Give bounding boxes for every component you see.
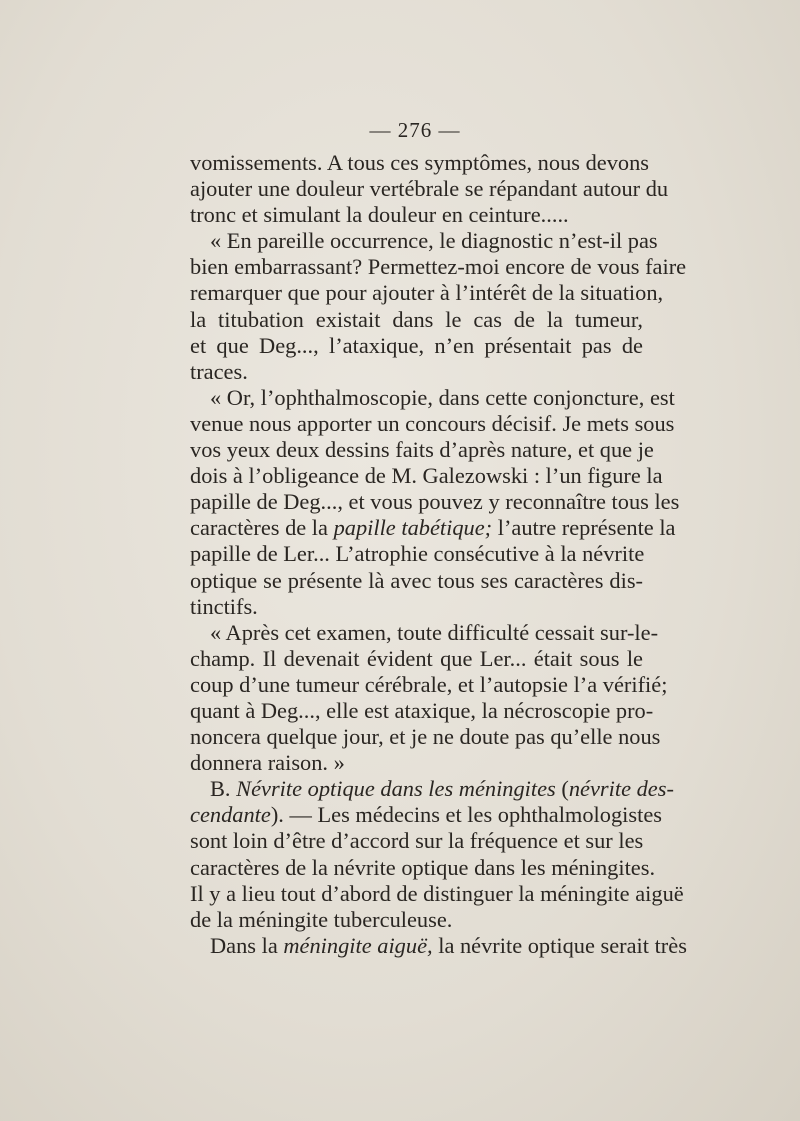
text-line: coup d’une tumeur cérébrale, et l’autopsie l’a vérifié; [190, 671, 668, 697]
text-line: traces. [190, 358, 248, 384]
text-line: de la méningite tuberculeuse. [190, 906, 453, 932]
text-line: caractères de la névrite optique dans les méningites. [190, 854, 656, 880]
text-line: « Or, l’ophthalmoscopie, dans cette conjoncture, est [210, 384, 675, 410]
text-line: dois à l’obligeance de M. Galezowski : l’un figure la [190, 463, 663, 489]
text-line: tronc et simulant la douleur en ceinture..... [190, 202, 569, 228]
text-run: la névrite optique serait très [432, 932, 687, 958]
text-line [190, 932, 687, 959]
italic-term: méningite aiguë, [283, 932, 433, 958]
text-line: optique se présente là avec tous ses caractères dis- [190, 567, 643, 593]
text-line: Il y a lieu tout d’abord de distinguer la méningite aiguë [190, 880, 684, 906]
text-line [190, 802, 662, 828]
text-run: ( [555, 776, 569, 802]
text-line: venue nous apporter un concours décisif. Je mets sous [190, 410, 675, 436]
text-line: papille de Ler... L’atrophie consécutive à la névrite [190, 541, 645, 567]
text-run: ). — Les médecins et les ophthalmologistes [270, 802, 662, 828]
italic-heading: Névrite optique dans les méningites [236, 776, 556, 802]
text-line [190, 776, 674, 802]
text-line: « Après cet examen, toute difficulté cessait sur-le- [210, 619, 659, 645]
italic-term: névrite des- [568, 776, 674, 802]
text-line: ajouter une douleur vertébrale se répandant autour du [190, 176, 669, 202]
text-line: champ. Il devenait évident que Ler... était sous le [190, 645, 643, 671]
text-line: noncera quelque jour, et je ne doute pas qu’elle nous [190, 724, 661, 750]
text-run: l’autre représente la [492, 515, 676, 541]
text-line: tinctifs. [190, 593, 258, 619]
text-line [190, 515, 676, 541]
text-line: la titubation existait dans le cas de la tumeur, [190, 306, 643, 332]
text-line: remarquer que pour ajouter à l’intérêt de la situation, [190, 280, 664, 306]
text-line: « En pareille occurrence, le diagnostic n’est-il pas [210, 228, 658, 254]
text-line: vomissements. A tous ces symptômes, nous devons [190, 150, 650, 175]
text-line: bien embarrassant? Permettez-moi encore de vous faire [190, 254, 687, 280]
text-run: Dans la [210, 932, 284, 958]
page-number: — 276 — [369, 118, 461, 142]
text-line: vos yeux deux dessins faits d’après nature, et que je [190, 437, 654, 463]
text-line: quant à Deg..., elle est ataxique, la nécroscopie pro- [190, 697, 654, 723]
body-text [190, 150, 687, 959]
italic-term: cendante [190, 802, 271, 828]
text-run: caractères de la [190, 515, 334, 541]
text-line: sont loin d’être d’accord sur la fréquence et sur les [190, 828, 644, 854]
text-line: et que Deg..., l’ataxique, n’en présentait pas de [190, 332, 643, 358]
text-line: donnera raison. » [190, 750, 345, 776]
italic-term: papille tabétique; [333, 515, 493, 541]
text-run: B. [210, 776, 237, 802]
text-line: papille de Deg..., et vous pouvez y reconnaître tous les [190, 489, 680, 515]
